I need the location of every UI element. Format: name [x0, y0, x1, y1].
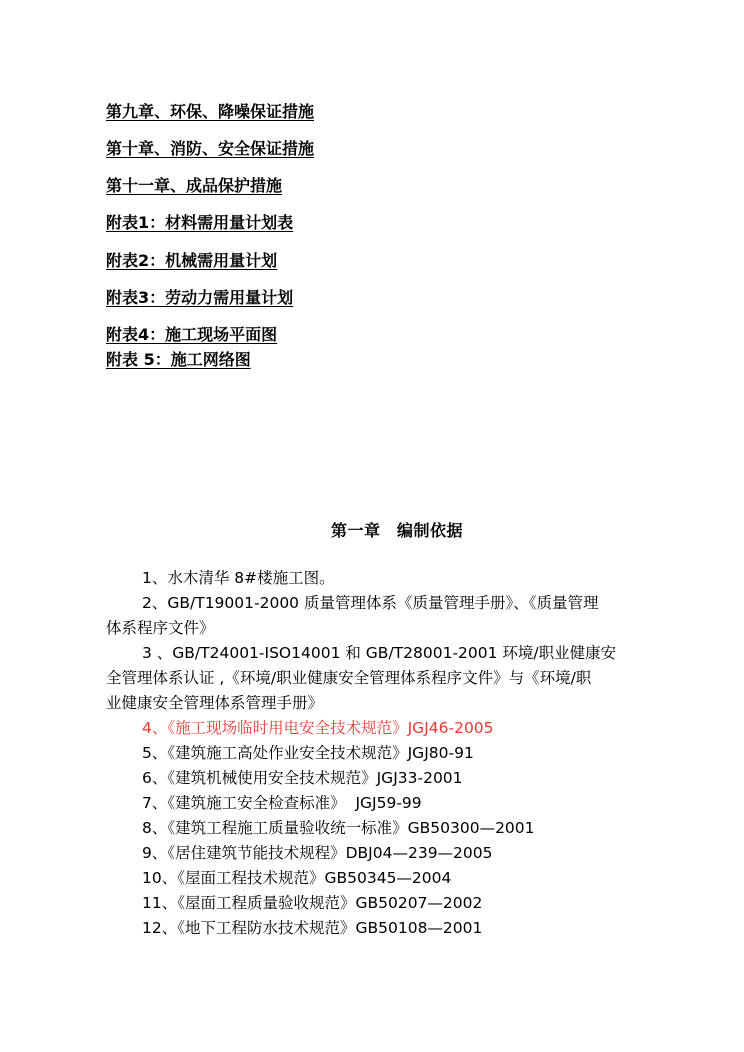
reference-text-continued: 全管理体系认证 ,《环境/职业健康安全管理体系程序文件》与《环境/职	[106, 669, 592, 687]
toc-link-appendix-5[interactable]: 附表 5：施工网络图	[106, 350, 251, 369]
chapter-heading: 第一章 编制依据	[330, 521, 463, 540]
reference-item	[106, 816, 666, 841]
table-of-contents	[106, 102, 314, 370]
reference-item	[106, 891, 666, 916]
reference-text: 5、《建筑施工高处作业安全技术规范》JGJ80-91	[142, 744, 474, 762]
reference-item	[106, 741, 666, 766]
reference-text-continued: 体系程序文件》	[106, 619, 215, 637]
toc-link-appendix-2[interactable]: 附表2：机械需用量计划	[106, 251, 278, 270]
toc-link-appendix-4[interactable]: 附表4：施工现场平面图	[106, 325, 278, 344]
reference-item	[106, 916, 666, 941]
toc-link-chapter-11[interactable]: 第十一章、成品保护措施	[106, 176, 283, 195]
reference-item	[106, 791, 666, 816]
reference-text: 11、《屋面工程质量验收规范》GB50207—2002	[142, 894, 483, 912]
reference-item	[106, 766, 666, 791]
reference-text: 1、水木清华 8#楼施工图。	[142, 569, 335, 587]
reference-text: 7、《建筑施工安全检查标准》 JGJ59-99	[142, 794, 422, 812]
reference-item-highlighted	[106, 716, 666, 741]
reference-text: 12、《地下工程防水技术规范》GB50108—2001	[142, 919, 483, 937]
reference-text: 10、《屋面工程技术规范》GB50345—2004	[142, 869, 452, 887]
reference-item	[106, 591, 666, 641]
reference-text: 8、《建筑工程施工质量验收统一标准》GB50300—2001	[142, 819, 535, 837]
reference-text: 3 、GB/T24001-ISO14001 和 GB/T28001-2001 环境/职业健康安	[142, 644, 617, 662]
reference-item	[106, 841, 666, 866]
toc-link-appendix-1[interactable]: 附表1：材料需用量计划表	[106, 213, 294, 232]
reference-text-continued: 业健康安全管理体系管理手册》	[106, 694, 324, 712]
reference-text: 6、《建筑机械使用安全技术规范》JGJ33-2001	[142, 769, 463, 787]
reference-text: 4、《施工现场临时用电安全技术规范》JGJ46-2005	[142, 719, 494, 737]
reference-item	[106, 566, 666, 591]
reference-list	[106, 566, 666, 941]
reference-item	[106, 641, 666, 716]
reference-text: 2、GB/T19001-2000 质量管理体系《质量管理手册》、《质量管理	[142, 594, 599, 612]
toc-link-appendix-3[interactable]: 附表3：劳动力需用量计划	[106, 288, 294, 307]
toc-link-chapter-9[interactable]: 第九章、环保、降噪保证措施	[106, 102, 315, 121]
reference-item	[106, 866, 666, 891]
reference-text: 9、《居住建筑节能技术规程》DBJ04—239—2005	[142, 844, 493, 862]
toc-link-chapter-10[interactable]: 第十章、消防、安全保证措施	[106, 139, 315, 158]
